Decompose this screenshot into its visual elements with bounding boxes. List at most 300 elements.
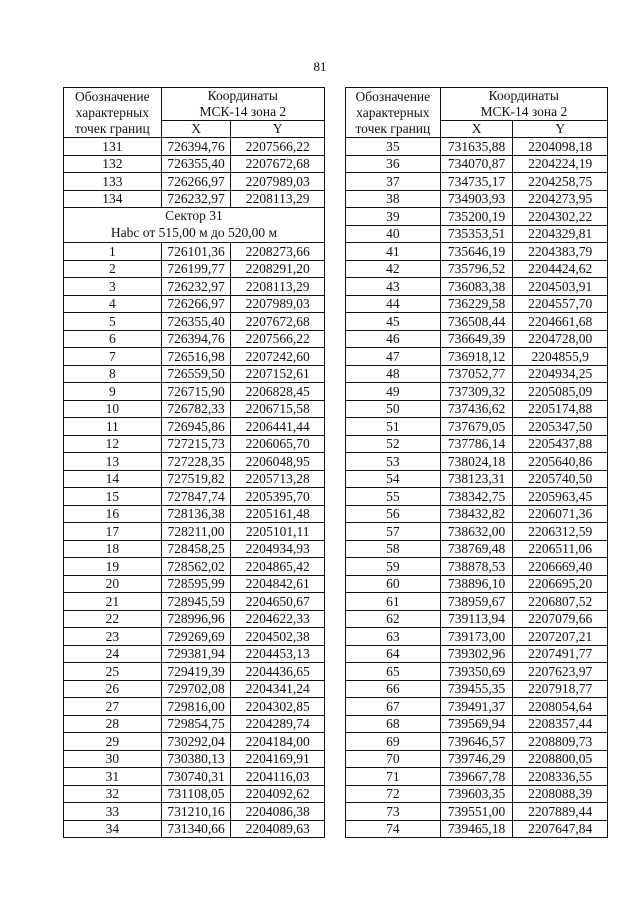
point-number-cell: 23 xyxy=(64,628,162,646)
point-number-cell: 45 xyxy=(346,313,441,331)
table-row xyxy=(64,453,325,471)
table-row xyxy=(64,278,325,296)
y-coordinate-cell: 2207079,66 xyxy=(513,610,608,628)
x-coordinate-cell: 735646,19 xyxy=(440,243,513,261)
point-number-cell: 31 xyxy=(64,768,162,786)
point-number-cell: 12 xyxy=(64,435,162,453)
y-coordinate-cell: 2208809,73 xyxy=(513,733,608,751)
point-number-cell: 69 xyxy=(346,733,441,751)
table-row xyxy=(64,418,325,436)
table-row xyxy=(64,750,325,768)
point-number-cell: 35 xyxy=(346,138,441,156)
point-number-cell: 44 xyxy=(346,295,441,313)
y-coordinate-cell: 2204865,42 xyxy=(231,558,325,576)
right-rows xyxy=(346,138,608,838)
point-number-cell: 43 xyxy=(346,278,441,296)
x-coordinate-cell: 736508,44 xyxy=(440,313,513,331)
x-coordinate-cell: 726715,90 xyxy=(161,383,231,401)
point-number-cell: 32 xyxy=(64,785,162,803)
x-coordinate-cell: 738632,00 xyxy=(440,523,513,541)
table-row xyxy=(64,698,325,716)
sector-header xyxy=(64,208,325,243)
point-number-cell: 64 xyxy=(346,645,441,663)
point-number-cell: 72 xyxy=(346,785,441,803)
table-row xyxy=(64,680,325,698)
y-coordinate-cell: 2204116,03 xyxy=(231,768,325,786)
x-header: X xyxy=(440,120,513,138)
point-number-cell: 54 xyxy=(346,470,441,488)
x-coordinate-cell: 727519,82 xyxy=(161,470,231,488)
point-number-cell: 2 xyxy=(64,260,162,278)
table-row xyxy=(346,453,608,471)
y-coordinate-cell: 2208800,05 xyxy=(513,750,608,768)
y-coordinate-cell: 2207889,44 xyxy=(513,803,608,821)
x-coordinate-cell: 726232,97 xyxy=(161,278,231,296)
x-coordinate-cell: 728136,38 xyxy=(161,505,231,523)
table-row xyxy=(346,400,608,418)
table-row xyxy=(64,348,325,366)
y-coordinate-cell: 2207566,22 xyxy=(231,138,325,156)
x-coordinate-cell: 739465,18 xyxy=(440,820,513,838)
x-coordinate-cell: 726232,97 xyxy=(161,190,231,208)
coordinates-line-2: МСК-14 зона 2 xyxy=(480,103,568,119)
table-row xyxy=(64,190,325,208)
table-row xyxy=(346,435,608,453)
table-row xyxy=(64,173,325,191)
y-coordinate-cell: 2204842,61 xyxy=(231,575,325,593)
y-coordinate-cell: 2204728,00 xyxy=(513,330,608,348)
x-coordinate-cell: 738878,53 xyxy=(440,558,513,576)
x-coordinate-cell: 729381,94 xyxy=(161,645,231,663)
table-right-header xyxy=(346,88,608,138)
designation-header xyxy=(346,88,441,138)
table-row xyxy=(64,610,325,628)
y-coordinate-cell: 2207672,68 xyxy=(231,313,325,331)
x-coordinate-cell: 731210,16 xyxy=(161,803,231,821)
table-row xyxy=(346,680,608,698)
x-coordinate-cell: 729702,08 xyxy=(161,680,231,698)
y-coordinate-cell: 2204934,93 xyxy=(231,540,325,558)
x-coordinate-cell: 726559,50 xyxy=(161,365,231,383)
point-number-cell: 41 xyxy=(346,243,441,261)
y-coordinate-cell: 2206312,59 xyxy=(513,523,608,541)
y-coordinate-cell: 2208357,44 xyxy=(513,715,608,733)
x-coordinate-cell: 739350,69 xyxy=(440,663,513,681)
table-row xyxy=(64,715,325,733)
y-coordinate-cell: 2204289,74 xyxy=(231,715,325,733)
x-coordinate-cell: 739746,29 xyxy=(440,750,513,768)
point-number-cell: 24 xyxy=(64,645,162,663)
point-number-cell: 28 xyxy=(64,715,162,733)
y-coordinate-cell: 2207989,03 xyxy=(231,173,325,191)
x-coordinate-cell: 735200,19 xyxy=(440,208,513,226)
x-coordinate-cell: 735353,51 xyxy=(440,225,513,243)
table-row xyxy=(346,505,608,523)
table-row xyxy=(346,155,608,173)
coordinates-line-1: Координаты xyxy=(488,88,560,103)
point-number-cell: 42 xyxy=(346,260,441,278)
x-coordinate-cell: 729269,69 xyxy=(161,628,231,646)
x-coordinate-cell: 738896,10 xyxy=(440,575,513,593)
table-row xyxy=(64,435,325,453)
point-number-cell: 50 xyxy=(346,400,441,418)
x-coordinate-cell: 726782,33 xyxy=(161,400,231,418)
table-row xyxy=(346,278,608,296)
point-number-cell: 15 xyxy=(64,488,162,506)
point-number-cell: 66 xyxy=(346,680,441,698)
point-number-cell: 51 xyxy=(346,418,441,436)
point-number-cell: 33 xyxy=(64,803,162,821)
y-coordinate-cell: 2204302,22 xyxy=(513,208,608,226)
point-number-cell: 3 xyxy=(64,278,162,296)
table-row xyxy=(346,698,608,716)
table-row xyxy=(346,540,608,558)
point-number-cell: 67 xyxy=(346,698,441,716)
y-coordinate-cell: 2204934,25 xyxy=(513,365,608,383)
y-coordinate-cell: 2204661,68 xyxy=(513,313,608,331)
table-row xyxy=(64,365,325,383)
table-row xyxy=(64,593,325,611)
header-row xyxy=(64,88,325,121)
x-coordinate-cell: 726945,86 xyxy=(161,418,231,436)
table-row xyxy=(64,295,325,313)
x-coordinate-cell: 739173,00 xyxy=(440,628,513,646)
y-coordinate-cell: 2207491,77 xyxy=(513,645,608,663)
coordinates-table-left xyxy=(63,87,325,838)
x-coordinate-cell: 726394,76 xyxy=(161,330,231,348)
table-row xyxy=(64,260,325,278)
point-number-cell: 40 xyxy=(346,225,441,243)
y-coordinate-cell: 2205395,70 xyxy=(231,488,325,506)
x-coordinate-cell: 737309,32 xyxy=(440,383,513,401)
point-number-cell: 62 xyxy=(346,610,441,628)
y-coordinate-cell: 2208113,29 xyxy=(231,190,325,208)
point-number-cell: 46 xyxy=(346,330,441,348)
table-row xyxy=(64,330,325,348)
y-coordinate-cell: 2206828,45 xyxy=(231,383,325,401)
sector-title: Сектор 31 xyxy=(165,208,223,224)
table-row xyxy=(346,593,608,611)
left-top-rows xyxy=(64,138,325,208)
x-coordinate-cell: 738432,82 xyxy=(440,505,513,523)
point-number-cell: 47 xyxy=(346,348,441,366)
point-number-cell: 59 xyxy=(346,558,441,576)
y-coordinate-cell: 2205347,50 xyxy=(513,418,608,436)
y-coordinate-cell: 2207623,97 xyxy=(513,663,608,681)
point-number-cell: 4 xyxy=(64,295,162,313)
x-coordinate-cell: 727228,35 xyxy=(161,453,231,471)
x-coordinate-cell: 738959,67 xyxy=(440,593,513,611)
point-number-cell: 9 xyxy=(64,383,162,401)
point-number-cell: 22 xyxy=(64,610,162,628)
table-row xyxy=(346,523,608,541)
x-coordinate-cell: 731108,05 xyxy=(161,785,231,803)
table-row xyxy=(64,400,325,418)
coordinates-table-right xyxy=(345,87,608,838)
point-number-cell: 57 xyxy=(346,523,441,541)
point-number-cell: 65 xyxy=(346,663,441,681)
y-header: Y xyxy=(231,120,325,138)
y-coordinate-cell: 2207918,77 xyxy=(513,680,608,698)
x-coordinate-cell: 729854,75 xyxy=(161,715,231,733)
y-coordinate-cell: 2204184,00 xyxy=(231,733,325,751)
point-number-cell: 52 xyxy=(346,435,441,453)
table-row xyxy=(64,243,325,261)
y-coordinate-cell: 2204650,67 xyxy=(231,593,325,611)
table-row xyxy=(346,715,608,733)
x-coordinate-cell: 731635,88 xyxy=(440,138,513,156)
table-row xyxy=(346,243,608,261)
coordinates-line-1: Координаты xyxy=(207,88,278,103)
point-number-cell: 49 xyxy=(346,383,441,401)
x-coordinate-cell: 728562,02 xyxy=(161,558,231,576)
x-coordinate-cell: 734070,87 xyxy=(440,155,513,173)
coordinates-header xyxy=(440,88,607,121)
x-header: X xyxy=(161,120,231,138)
point-number-cell: 36 xyxy=(346,155,441,173)
table-row xyxy=(346,208,608,226)
point-number-cell: 6 xyxy=(64,330,162,348)
table-row xyxy=(64,155,325,173)
point-number-cell: 27 xyxy=(64,698,162,716)
sector-block xyxy=(64,208,325,243)
y-coordinate-cell: 2207672,68 xyxy=(231,155,325,173)
x-coordinate-cell: 730380,13 xyxy=(161,750,231,768)
table-row xyxy=(346,663,608,681)
coordinates-line-2: МСК-14 зона 2 xyxy=(199,103,287,119)
y-coordinate-cell: 2204502,38 xyxy=(231,628,325,646)
table-row xyxy=(346,610,608,628)
x-coordinate-cell: 734735,17 xyxy=(440,173,513,191)
x-coordinate-cell: 728211,00 xyxy=(161,523,231,541)
table-row xyxy=(346,225,608,243)
x-coordinate-cell: 736918,12 xyxy=(440,348,513,366)
point-number-cell: 20 xyxy=(64,575,162,593)
point-number-cell: 53 xyxy=(346,453,441,471)
point-number-cell: 132 xyxy=(64,155,162,173)
y-coordinate-cell: 2204424,62 xyxy=(513,260,608,278)
y-coordinate-cell: 2205085,09 xyxy=(513,383,608,401)
y-header: Y xyxy=(513,120,608,138)
y-coordinate-cell: 2204341,24 xyxy=(231,680,325,698)
designation-line-1: Обозначение xyxy=(75,88,150,104)
point-number-cell: 30 xyxy=(64,750,162,768)
y-coordinate-cell: 2204453,13 xyxy=(231,645,325,663)
table-row xyxy=(64,383,325,401)
table-row xyxy=(346,470,608,488)
x-coordinate-cell: 726101,36 xyxy=(161,243,231,261)
point-number-cell: 10 xyxy=(64,400,162,418)
point-number-cell: 48 xyxy=(346,365,441,383)
table-row xyxy=(346,418,608,436)
y-coordinate-cell: 2207152,61 xyxy=(231,365,325,383)
table-row xyxy=(346,558,608,576)
x-coordinate-cell: 735796,52 xyxy=(440,260,513,278)
table-row xyxy=(346,295,608,313)
y-coordinate-cell: 2204258,75 xyxy=(513,173,608,191)
x-coordinate-cell: 738342,75 xyxy=(440,488,513,506)
table-row xyxy=(346,138,608,156)
y-coordinate-cell: 2206669,40 xyxy=(513,558,608,576)
point-number-cell: 38 xyxy=(346,190,441,208)
y-coordinate-cell: 2204503,91 xyxy=(513,278,608,296)
x-coordinate-cell: 739113,94 xyxy=(440,610,513,628)
y-coordinate-cell: 2206048,95 xyxy=(231,453,325,471)
designation-line-2: характерных xyxy=(356,104,430,120)
point-number-cell: 16 xyxy=(64,505,162,523)
table-row xyxy=(346,330,608,348)
y-coordinate-cell: 2206695,20 xyxy=(513,575,608,593)
y-coordinate-cell: 2207242,60 xyxy=(231,348,325,366)
point-number-cell: 37 xyxy=(346,173,441,191)
x-coordinate-cell: 734903,93 xyxy=(440,190,513,208)
table-row xyxy=(346,820,608,838)
y-coordinate-cell: 2207566,22 xyxy=(231,330,325,348)
x-coordinate-cell: 739551,00 xyxy=(440,803,513,821)
point-number-cell: 55 xyxy=(346,488,441,506)
table-row xyxy=(64,138,325,156)
point-number-cell: 34 xyxy=(64,820,162,838)
point-number-cell: 17 xyxy=(64,523,162,541)
y-coordinate-cell: 2204436,65 xyxy=(231,663,325,681)
y-coordinate-cell: 2207989,03 xyxy=(231,295,325,313)
point-number-cell: 14 xyxy=(64,470,162,488)
point-number-cell: 56 xyxy=(346,505,441,523)
x-coordinate-cell: 739455,35 xyxy=(440,680,513,698)
y-coordinate-cell: 2205740,50 xyxy=(513,470,608,488)
designation-header xyxy=(64,88,162,138)
x-coordinate-cell: 726394,76 xyxy=(161,138,231,156)
y-coordinate-cell: 2208336,55 xyxy=(513,768,608,786)
table-row xyxy=(346,628,608,646)
point-number-cell: 71 xyxy=(346,768,441,786)
table-row xyxy=(346,733,608,751)
y-coordinate-cell: 2205161,48 xyxy=(231,505,325,523)
y-coordinate-cell: 2205174,88 xyxy=(513,400,608,418)
x-coordinate-cell: 738024,18 xyxy=(440,453,513,471)
table-row xyxy=(346,365,608,383)
x-coordinate-cell: 731340,66 xyxy=(161,820,231,838)
y-coordinate-cell: 2207647,84 xyxy=(513,820,608,838)
y-coordinate-cell: 2208054,64 xyxy=(513,698,608,716)
table-row xyxy=(64,523,325,541)
y-coordinate-cell: 2204273,95 xyxy=(513,190,608,208)
x-coordinate-cell: 736083,38 xyxy=(440,278,513,296)
x-coordinate-cell: 728945,59 xyxy=(161,593,231,611)
point-number-cell: 134 xyxy=(64,190,162,208)
y-coordinate-cell: 2206441,44 xyxy=(231,418,325,436)
x-coordinate-cell: 730292,04 xyxy=(161,733,231,751)
sector-row xyxy=(64,208,325,243)
table-row xyxy=(64,505,325,523)
x-coordinate-cell: 729816,00 xyxy=(161,698,231,716)
x-coordinate-cell: 736649,39 xyxy=(440,330,513,348)
x-coordinate-cell: 739491,37 xyxy=(440,698,513,716)
table-row xyxy=(64,470,325,488)
sector-height: Нabс от 515,00 м до 520,00 м xyxy=(110,225,278,241)
point-number-cell: 7 xyxy=(64,348,162,366)
x-coordinate-cell: 737679,05 xyxy=(440,418,513,436)
x-coordinate-cell: 726355,40 xyxy=(161,155,231,173)
x-coordinate-cell: 726266,97 xyxy=(161,295,231,313)
point-number-cell: 19 xyxy=(64,558,162,576)
table-row xyxy=(346,313,608,331)
x-coordinate-cell: 728996,96 xyxy=(161,610,231,628)
x-coordinate-cell: 737436,62 xyxy=(440,400,513,418)
y-coordinate-cell: 2204383,79 xyxy=(513,243,608,261)
table-row xyxy=(346,383,608,401)
table-row xyxy=(346,190,608,208)
y-coordinate-cell: 2204089,63 xyxy=(231,820,325,838)
y-coordinate-cell: 2204622,33 xyxy=(231,610,325,628)
y-coordinate-cell: 2204098,18 xyxy=(513,138,608,156)
y-coordinate-cell: 2204557,70 xyxy=(513,295,608,313)
table-row xyxy=(346,488,608,506)
x-coordinate-cell: 730740,31 xyxy=(161,768,231,786)
point-number-cell: 58 xyxy=(346,540,441,558)
y-coordinate-cell: 2206715,58 xyxy=(231,400,325,418)
x-coordinate-cell: 739603,35 xyxy=(440,785,513,803)
y-coordinate-cell: 2207207,21 xyxy=(513,628,608,646)
table-row xyxy=(64,663,325,681)
y-coordinate-cell: 2204855,9 xyxy=(513,348,608,366)
point-number-cell: 13 xyxy=(64,453,162,471)
y-coordinate-cell: 2208291,20 xyxy=(231,260,325,278)
designation-line-3: точек границ xyxy=(355,120,431,136)
y-coordinate-cell: 2205101,11 xyxy=(231,523,325,541)
y-coordinate-cell: 2204302,85 xyxy=(231,698,325,716)
header-row xyxy=(346,88,608,121)
point-number-cell: 73 xyxy=(346,803,441,821)
y-coordinate-cell: 2204329,81 xyxy=(513,225,608,243)
table-row xyxy=(64,540,325,558)
page-number: 81 xyxy=(313,59,327,74)
point-number-cell: 18 xyxy=(64,540,162,558)
point-number-cell: 5 xyxy=(64,313,162,331)
table-row xyxy=(64,488,325,506)
x-coordinate-cell: 738769,48 xyxy=(440,540,513,558)
table-row xyxy=(346,575,608,593)
point-number-cell: 21 xyxy=(64,593,162,611)
point-number-cell: 61 xyxy=(346,593,441,611)
x-coordinate-cell: 728458,25 xyxy=(161,540,231,558)
point-number-cell: 29 xyxy=(64,733,162,751)
x-coordinate-cell: 737052,77 xyxy=(440,365,513,383)
coordinates-header xyxy=(161,88,324,121)
y-coordinate-cell: 2205437,88 xyxy=(513,435,608,453)
x-coordinate-cell: 738123,31 xyxy=(440,470,513,488)
point-number-cell: 39 xyxy=(346,208,441,226)
x-coordinate-cell: 736229,58 xyxy=(440,295,513,313)
y-coordinate-cell: 2204086,38 xyxy=(231,803,325,821)
x-coordinate-cell: 739569,94 xyxy=(440,715,513,733)
y-coordinate-cell: 2208273,66 xyxy=(231,243,325,261)
point-number-cell: 131 xyxy=(64,138,162,156)
y-coordinate-cell: 2206807,52 xyxy=(513,593,608,611)
point-number-cell: 8 xyxy=(64,365,162,383)
point-number-cell: 70 xyxy=(346,750,441,768)
table-row xyxy=(64,733,325,751)
table-row xyxy=(346,645,608,663)
table-row xyxy=(346,260,608,278)
table-row xyxy=(64,558,325,576)
table-row xyxy=(64,785,325,803)
y-coordinate-cell: 2205963,45 xyxy=(513,488,608,506)
y-coordinate-cell: 2208113,29 xyxy=(231,278,325,296)
y-coordinate-cell: 2205640,86 xyxy=(513,453,608,471)
x-coordinate-cell: 739302,96 xyxy=(440,645,513,663)
table-row xyxy=(64,768,325,786)
